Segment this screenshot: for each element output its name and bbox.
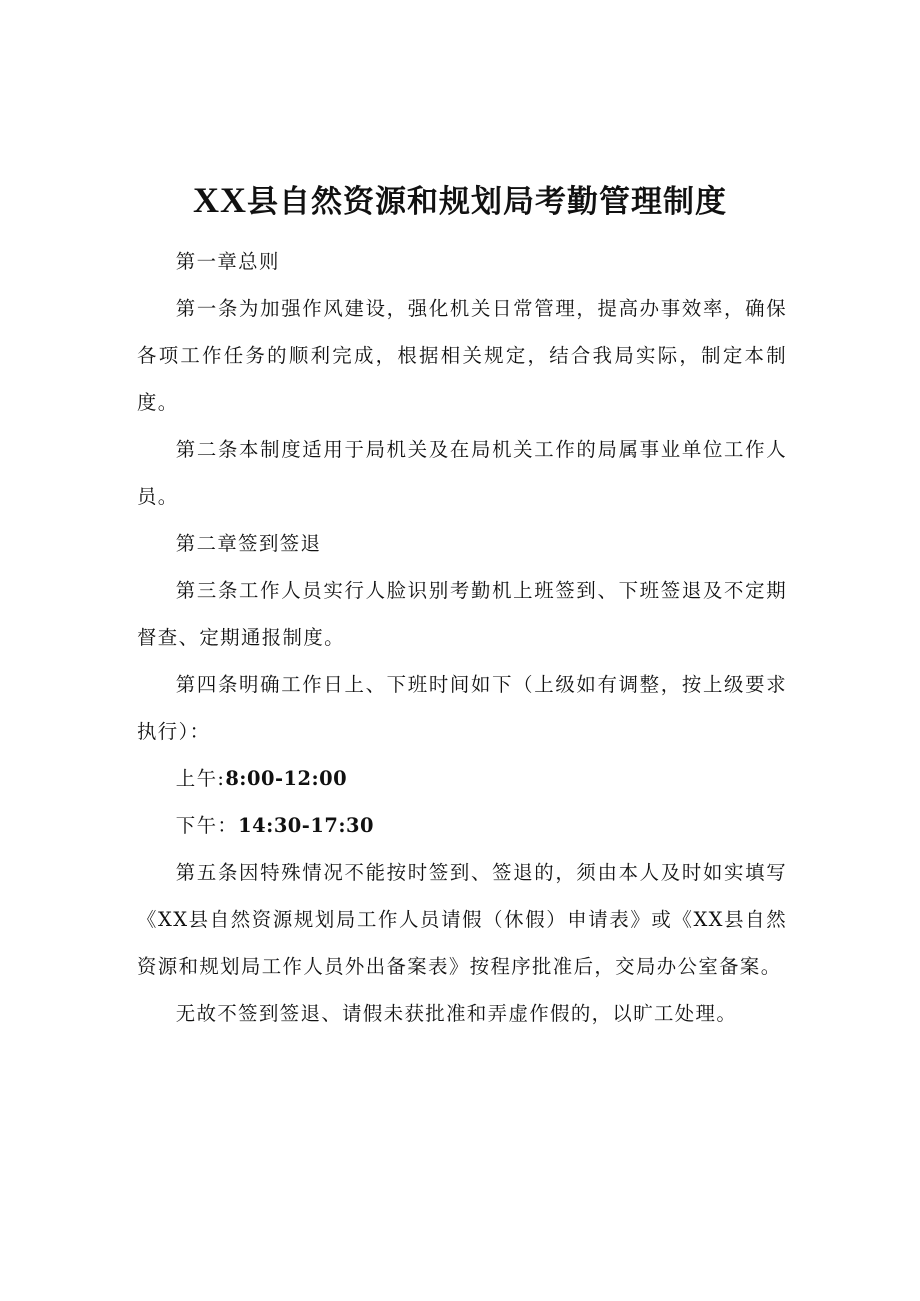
chapter-2-heading: 第二章签到签退 xyxy=(175,532,322,555)
afternoon-time: 14:30-17:30 xyxy=(238,814,374,837)
document-body xyxy=(137,238,787,1037)
chapter-1-heading: 第一章总则 xyxy=(175,250,280,273)
title-prefix: XX xyxy=(193,180,247,220)
absence-rule: 无故不签到签退、请假未获批准和弄虚作假的，以旷工处理。 xyxy=(175,1002,738,1025)
article-1: 第一条为加强作风建设，强化机关日常管理，提高办事效率，确保各项工作任务的顺利完成，根据相关规定，结合我局实际，制定本制度。 xyxy=(137,297,787,414)
article-5: 第五条因特殊情况不能按时签到、签退的，须由本人及时如实填写《XX县自然资源规划局工作人员请假（休假）申请表》或《XX县自然资源和规划局工作人员外出备案表》按程序批准后，交局办公室备案。 xyxy=(137,861,787,978)
morning-label: 上午: xyxy=(175,767,226,790)
morning-time: 8:00-12:00 xyxy=(225,767,348,790)
title-text: 县自然资源和规划局考勤管理制度 xyxy=(247,184,727,220)
article-4: 第四条明确工作日上、下班时间如下（上级如有调整，按上级要求执行）： xyxy=(137,673,787,743)
article-3: 第三条工作人员实行人脸识别考勤机上班签到、下班签退及不定期督查、定期通报制度。 xyxy=(137,579,787,649)
afternoon-label: 下午： xyxy=(175,814,239,837)
morning-hours xyxy=(137,755,787,802)
document-title xyxy=(0,178,920,224)
article-2: 第二条本制度适用于局机关及在局机关工作的局属事业单位工作人员。 xyxy=(137,438,787,508)
afternoon-hours xyxy=(137,802,787,849)
